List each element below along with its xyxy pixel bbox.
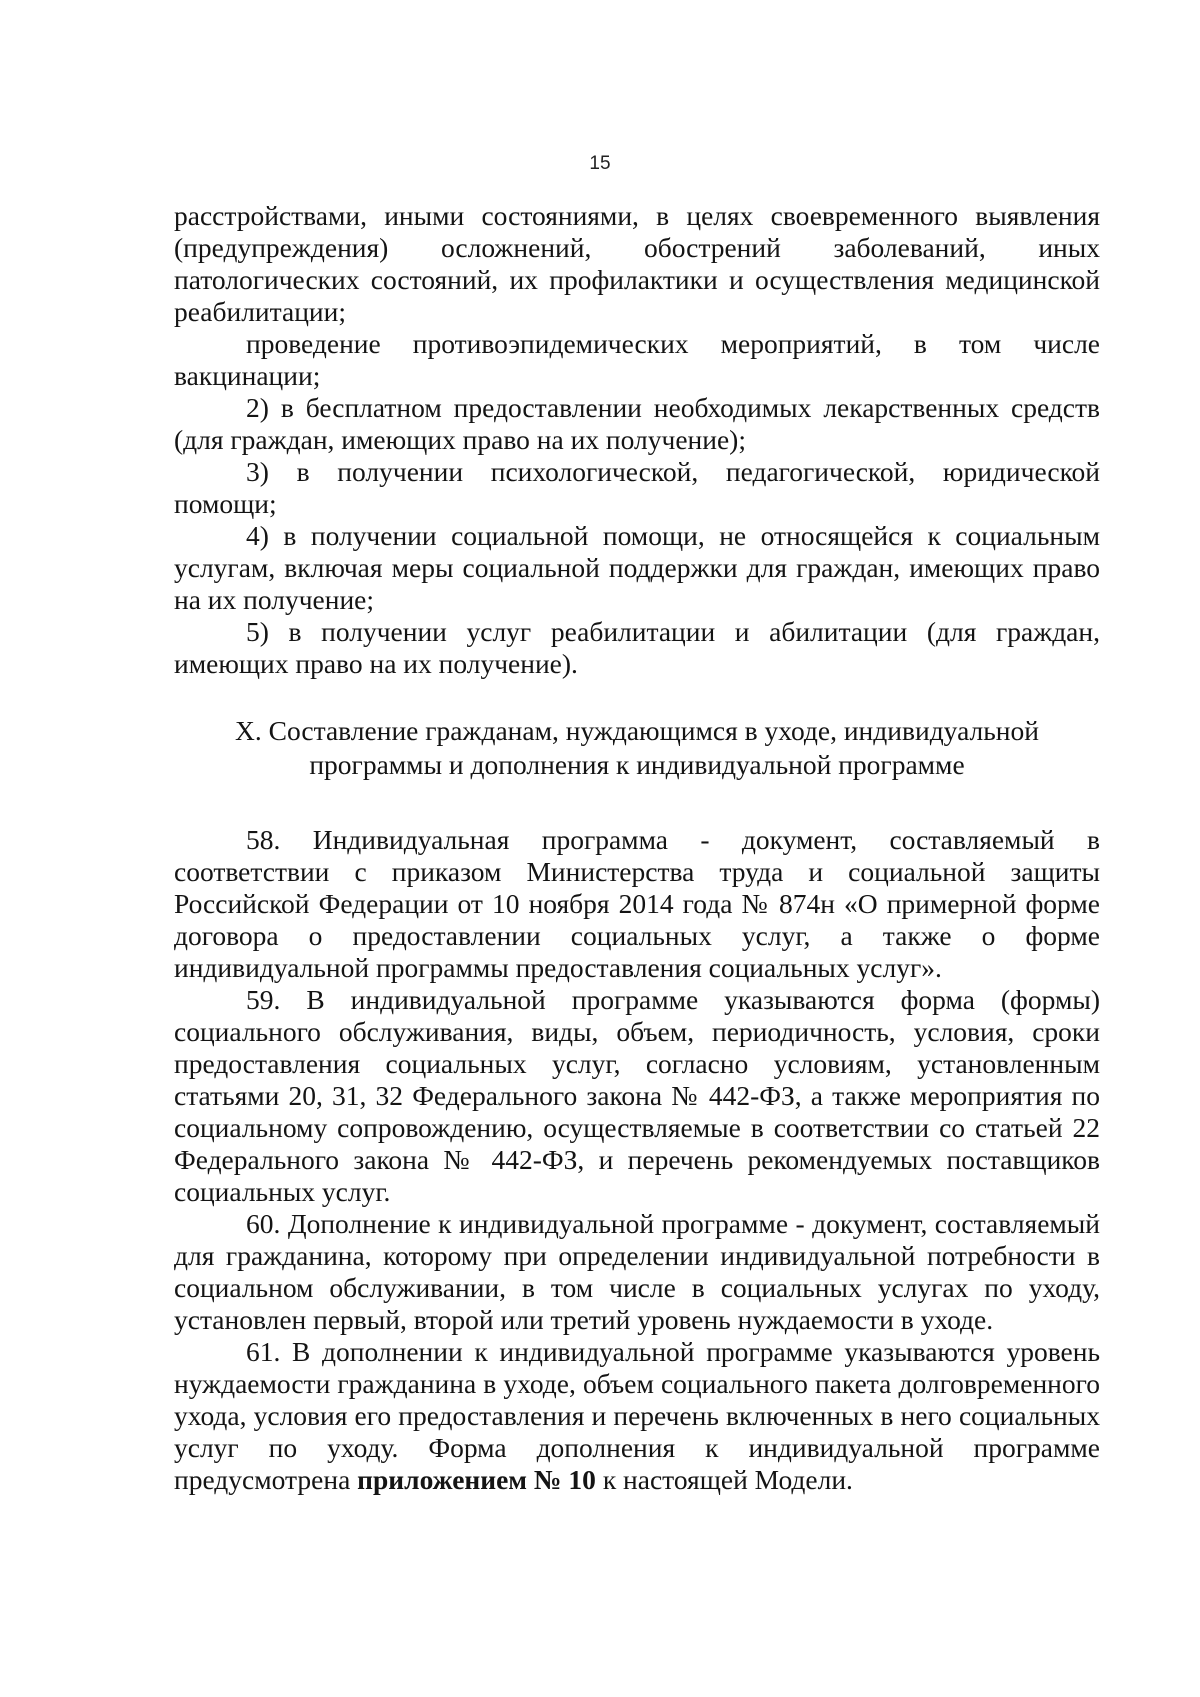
page-number: 15: [589, 153, 611, 174]
paragraph-58: 58. Индивидуальная программа - документ, составляемый в соответствии с приказом Министерства труда и социальной защиты Российской Федерации от 10 ноября 2014 года № 874н «О примерной форме договора о предоставлении социальных услуг, а также о форме индивидуальной программы предоставления социальных услуг».: [174, 824, 1100, 983]
paragraph-61: [174, 1336, 1100, 1496]
appendix-reference: приложением № 10: [357, 1464, 596, 1495]
section-heading-line1: X. Составление гражданам, нуждающимся в уходе, индивидуальной: [235, 715, 1039, 746]
paragraph-item-5: 5) в получении услуг реабилитации и абилитации (для граждан, имеющих право на их получение).: [174, 616, 1100, 679]
paragraph-item-3: 3) в получении психологической, педагогической, юридической помощи;: [174, 456, 1100, 519]
paragraph-item-2: 2) в бесплатном предоставлении необходимых лекарственных средств (для граждан, имеющих право на их получение);: [174, 392, 1100, 455]
section-heading-line2: программы и дополнения к индивидуальной программе: [309, 749, 965, 780]
paragraph-60: 60. Дополнение к индивидуальной программе - документ, составляемый для гражданина, которому при определении индивидуальной потребности в социальном обслуживании, в том числе в социальных услугах по уходу, установлен первый, второй или третий уровень нуждаемости в уходе.: [174, 1208, 1100, 1335]
document-body: [174, 200, 1100, 1496]
paragraph-continuation: расстройствами, иными состояниями, в целях своевременного выявления (предупреждения) осложнений, обострений заболеваний, иных патологических состояний, их профилактики и осуществления медицинской реабилитации;: [174, 200, 1100, 327]
paragraph-item-4: 4) в получении социальной помощи, не относящейся к социальным услугам, включая меры социальной поддержки для граждан, имеющих право на их получение;: [174, 520, 1100, 615]
paragraph-59: 59. В индивидуальной программе указываются форма (формы) социального обслуживания, виды, объем, периодичность, условия, сроки предоставления социальных услуг, согласно условиям, установленным статьями 20, 31, 32 Федерального закона № 442-ФЗ, а также мероприятия по социальному сопровождению, осуществляемые в соответствии со статьей 22 Федерального закона № 442-ФЗ, и перечень рекомендуемых поставщиков социальных услуг.: [174, 984, 1100, 1207]
paragraph-61-ending: к настоящей Модели.: [595, 1464, 853, 1495]
section-heading: [174, 714, 1100, 782]
paragraph-61-text: 61. В дополнении к индивидуальной программе указываются уровень нуждаемости гражданина в уходе, объем социального пакета долговременного ухода, условия его предоставления и перечень включенных в него социальных услуг по уходу. Форма дополнения к индивидуальной программе предусмотрена: [174, 1336, 1100, 1495]
paragraph-vaccination: проведение противоэпидемических мероприятий, в том числе вакцинации;: [174, 328, 1100, 391]
